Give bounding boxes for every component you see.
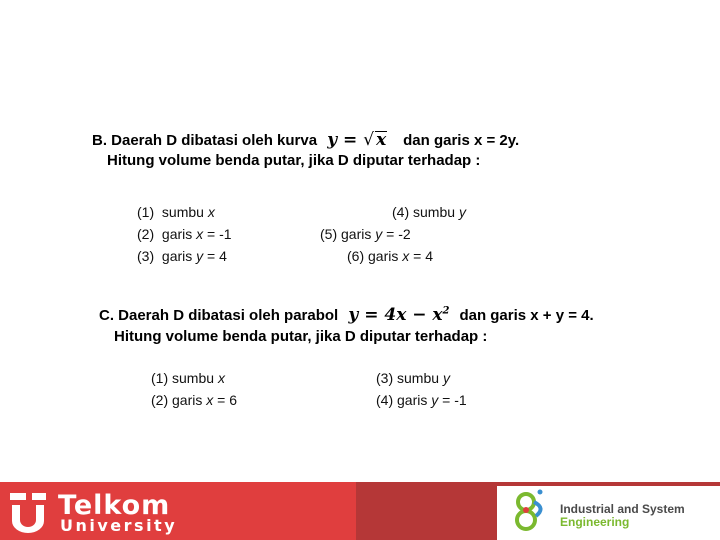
section-c-subheading: Hitung volume benda putar, jika D diputar terhadap : <box>114 328 488 345</box>
item-value: = 4 <box>413 248 434 264</box>
item-variable: x <box>217 370 225 386</box>
item-value: = -1 <box>207 226 232 242</box>
item-number: (2) <box>151 392 169 408</box>
item-text: garis <box>341 226 372 242</box>
department-subname: Engineering <box>560 515 630 529</box>
item-number: (4) <box>376 392 394 408</box>
brand-name: Telkom <box>58 490 171 521</box>
item-variable: y <box>458 204 466 220</box>
list-item <box>137 204 215 220</box>
list-item <box>151 392 237 408</box>
telkom-university-logo-icon <box>6 487 50 535</box>
item-variable: x <box>206 392 214 408</box>
item-value: = 4 <box>207 248 227 264</box>
list-item <box>376 370 450 386</box>
section-c-heading <box>99 305 594 325</box>
item-number: (3) <box>376 370 394 386</box>
section-c-text-b: dan garis x + y = 4. <box>459 307 594 324</box>
footer-red-band <box>0 482 356 540</box>
item-text: sumbu <box>161 204 204 220</box>
section-b-heading <box>92 130 519 150</box>
equation-exponent: 2 <box>442 305 450 317</box>
item-value: = 6 <box>217 392 238 408</box>
list-item <box>137 226 232 242</box>
item-variable: y <box>442 370 450 386</box>
footer-banner <box>0 482 720 540</box>
item-text: garis <box>172 392 203 408</box>
item-variable: x <box>207 204 215 220</box>
item-value: = -1 <box>442 392 467 408</box>
item-number: (2) <box>137 226 155 242</box>
item-number: (5) <box>320 226 338 242</box>
sqrt-symbol: √ <box>363 130 375 150</box>
section-b-text-a: B. Daerah D dibatasi oleh kurva <box>92 132 318 149</box>
section-b-subheading: Hitung volume benda putar, jika D diputar terhadap : <box>107 152 481 169</box>
item-variable: x <box>402 248 410 264</box>
item-number: (1) <box>151 370 169 386</box>
brand-subname: University <box>60 516 178 535</box>
section-b-equation <box>327 130 393 150</box>
item-text: sumbu <box>172 370 215 386</box>
list-item <box>151 370 225 386</box>
equation-lhs: y = <box>327 130 364 150</box>
item-text: garis <box>368 248 399 264</box>
section-b-text-b: dan garis x = 2y. <box>403 132 520 149</box>
item-text: garis <box>161 226 193 242</box>
item-text: garis <box>161 248 193 264</box>
list-item <box>137 248 227 264</box>
equation-body: y = 4x − x <box>348 305 443 325</box>
list-item <box>392 204 466 220</box>
ise-logo-icon <box>510 488 550 534</box>
item-number: (3) <box>137 248 155 264</box>
department-name: Industrial and System <box>560 502 685 516</box>
item-number: (1) <box>137 204 155 220</box>
list-item <box>376 392 467 408</box>
item-text: garis <box>397 392 428 408</box>
list-item <box>320 226 411 242</box>
section-c-equation <box>348 305 455 325</box>
item-number: (6) <box>347 248 365 264</box>
item-variable: y <box>431 392 439 408</box>
radicand: x <box>376 130 387 150</box>
item-text: sumbu <box>397 370 440 386</box>
item-number: (4) <box>392 204 410 220</box>
section-c-text-a: C. Daerah D dibatasi oleh parabol <box>99 307 339 324</box>
item-value: = -2 <box>386 226 411 242</box>
item-variable: y <box>375 226 383 242</box>
item-variable: x <box>196 226 204 242</box>
item-text: sumbu <box>413 204 456 220</box>
item-variable: y <box>196 248 204 264</box>
list-item <box>347 248 433 264</box>
